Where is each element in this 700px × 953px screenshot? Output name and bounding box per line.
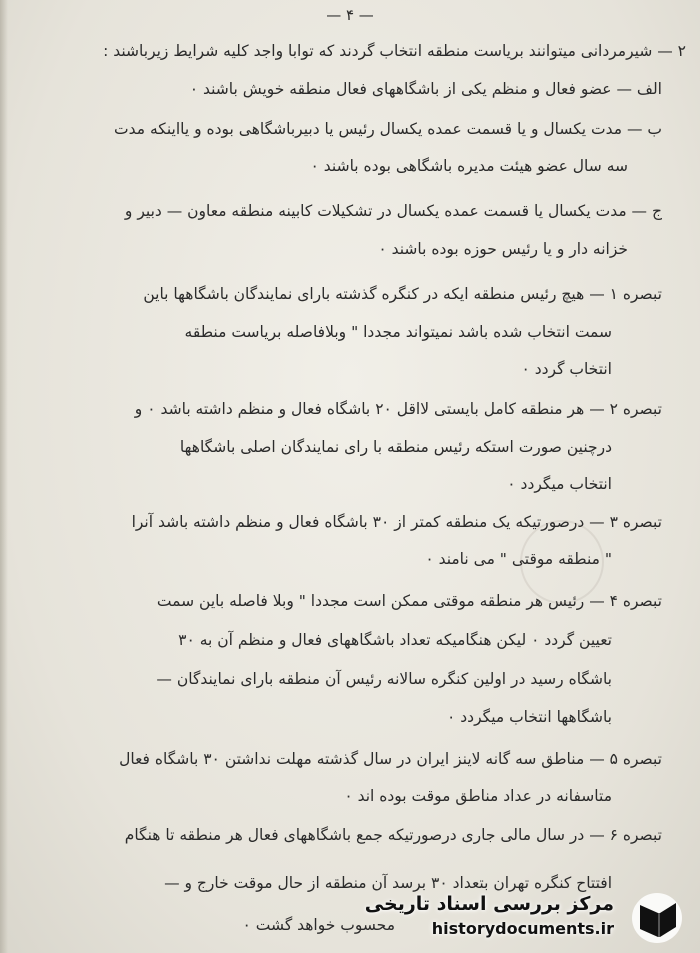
doc-line: سه سال عضو هیئت مدیره باشگاهی بوده باشند ۰: [310, 157, 628, 175]
doc-line: خزانه دار و یا رئیس حوزه بوده باشند ۰: [378, 240, 628, 258]
archive-logo-icon: [628, 891, 686, 945]
watermark-url: historydocuments.ir: [431, 919, 614, 938]
doc-line: " منطقه موقتی " می نامند ۰: [425, 550, 612, 568]
doc-line: انتخاب میگردد ۰: [507, 475, 612, 493]
doc-line: محسوب خواهد گشت ۰: [242, 916, 395, 934]
doc-line: باشگاهها انتخاب میگردد ۰: [447, 708, 612, 726]
doc-line: انتخاب گردد ۰: [521, 360, 612, 378]
doc-line: تبصره ۴ — رئیس هر منطقه موقتی ممکن است مجددا " وبلا فاصله باین سمت: [156, 592, 662, 610]
doc-line: متاسفانه در عداد مناطق موقت بوده اند ۰: [344, 787, 612, 805]
archive-watermark: [364, 889, 692, 947]
doc-line: الف — عضو فعال و منظم یکی از باشگاههای فعال منطقه خویش باشند ۰: [189, 80, 662, 98]
page-number: — ۴ —: [326, 6, 374, 24]
doc-line: افتتاح کنگره تهران بتعداد ۳۰ برسد آن منطقه از حال موقت خارج و —: [164, 874, 612, 892]
doc-line: تبصره ۱ — هیچ رئیس منطقه ایکه در کنگره گذشته بارای نمایندگان باشگاهها باین: [143, 285, 662, 303]
doc-line: تعیین گردد ۰ لیکن هنگامیکه تعداد باشگاههای فعال و منظم آن به ۳۰: [178, 631, 612, 649]
doc-line: ج — مدت یکسال یا قسمت عمده یکسال در تشکیلات کابینه منطقه معاون — دبیر و: [124, 202, 662, 220]
doc-line: تبصره ۵ — مناطق سه گانه لاینز ایران در سال گذشته مهلت نداشتن ۳۰ باشگاه فعال: [119, 750, 662, 768]
doc-line: ب — مدت یکسال و یا قسمت عمده یکسال رئیس یا دبیرباشگاهی بوده و یااینکه مدت: [114, 120, 662, 138]
doc-line: ۲ — شیرمردانی میتوانند بریاست منطقه انتخاب گردند که توابا واجد کلیه شرایط زیرباشند :: [103, 42, 686, 60]
doc-line: درچنین صورت استکه رئیس منطقه با رای نمایندگان اصلی باشگاهها: [179, 438, 612, 456]
scan-shadow-edge: [0, 0, 8, 953]
doc-line: تبصره ۲ — هر منطقه کامل بایستی لااقل ۲۰ باشگاه فعال و منظم داشته باشد ۰ و: [134, 400, 662, 418]
faint-stamp-mark: [520, 520, 604, 604]
doc-line: باشگاه رسید در اولین کنگره سالانه رئیس آن منطقه بارای نمایندگان —: [156, 670, 612, 688]
doc-line: تبصره ۳ — درصورتیکه یک منطقه کمتر از ۳۰ باشگاه فعال و منظم داشته باشد آنرا: [131, 513, 662, 531]
doc-line: سمت انتخاب شده باشد نمیتواند مجددا " وبلافاصله بریاست منطقه: [184, 323, 612, 341]
doc-line: تبصره ۶ — در سال مالی جاری درصورتیکه جمع باشگاههای فعال هر منطقه تا هنگام: [124, 826, 662, 844]
watermark-title: مرکز بررسی اسناد تاریخی: [364, 893, 614, 915]
